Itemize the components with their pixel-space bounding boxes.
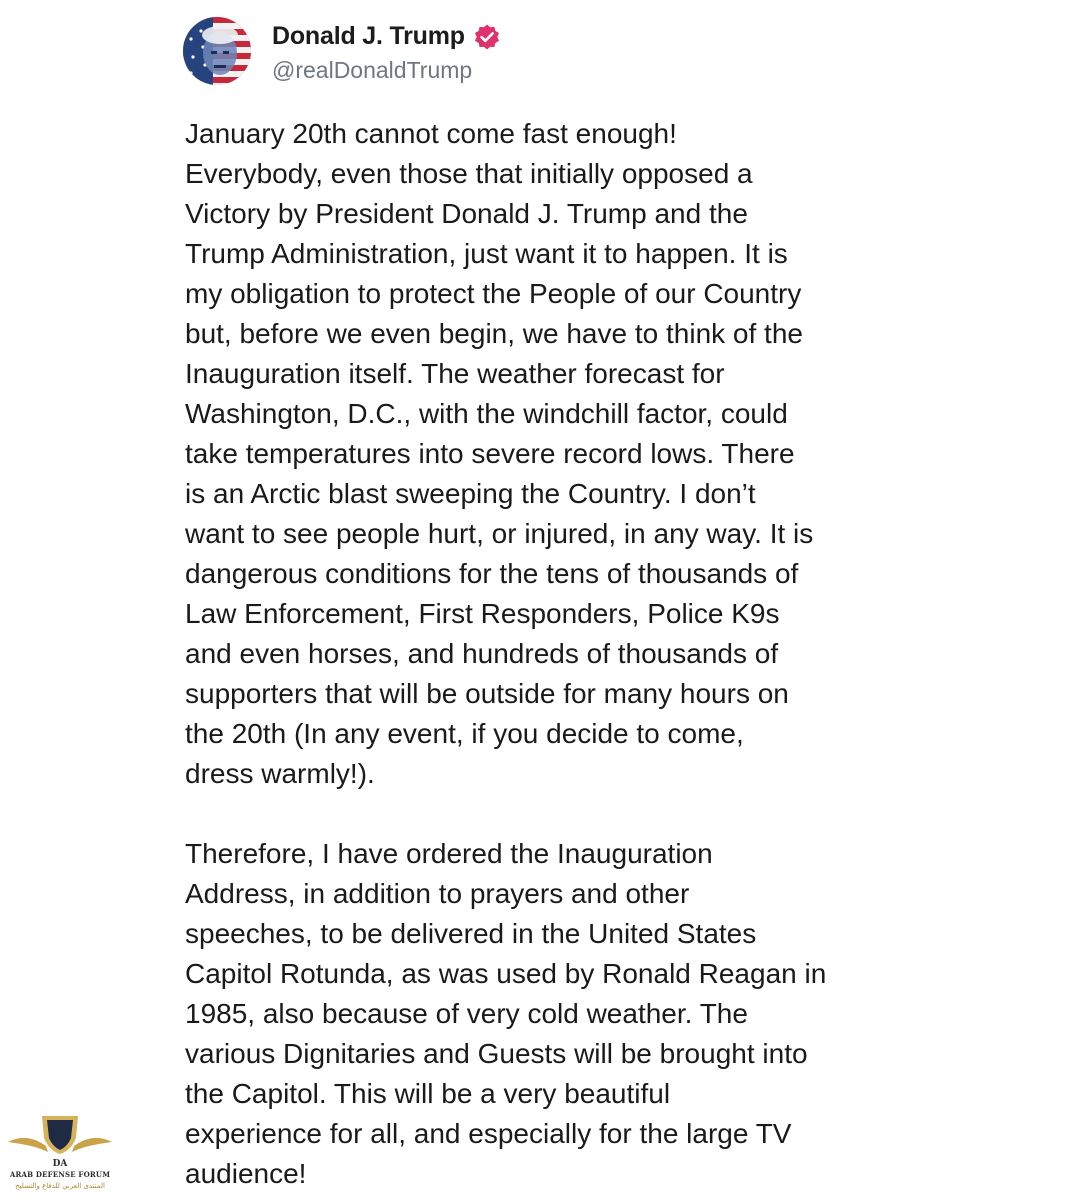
post-paragraph-2: Therefore, I have ordered the Inauguration Address, in addition to prayers and other speeches, to be delivered in the United States Capitol Rotunda, as was used by Ronald Reagan in 1985, also because of very cold weather. The various Dignitaries and Guests will be brought into the Capitol. This will be a very beautiful experience for all, and especially for the large TV audience! [185, 838, 827, 1189]
avatar-image [183, 17, 251, 85]
watermark-name-en: ARAB DEFENSE FORUM [9, 1170, 111, 1179]
author-names [272, 19, 501, 84]
watermark-name-ar: المنتدى العربي للدفاع والتسليح [15, 1182, 105, 1190]
watermark-logo [6, 1112, 114, 1198]
post-body [185, 114, 905, 1194]
author-handle[interactable]: @realDonaldTrump [272, 56, 473, 83]
verified-badge-icon [473, 23, 501, 51]
watermark-monogram: DA [52, 1159, 68, 1169]
display-name-row [272, 19, 501, 55]
post-paragraph-1: January 20th cannot come fast enough! Everybody, even those that initially opposed a Victory by President Donald J. Trump and the Trump Administration, just want it to happen. It is my obligation to protect the People of our Country but, before we even begin, we have to think of the Inauguration itself. The weather forecast for Washington, D.C., with the windchill factor, could take temperatures into severe record lows. There is an Arctic blast sweeping the Country. I don’t want to see people hurt, or injured, in any way. It is dangerous conditions for the tens of thousands of Law Enforcement, First Responders, Police K9s and even horses, and hundreds of thousands of supporters that will be outside for many hours on the 20th (In any event, if you decide to come, dress warmly!). [185, 118, 814, 789]
author-display-name[interactable]: Donald J. Trump [272, 22, 465, 50]
post-header [183, 16, 501, 86]
avatar[interactable] [183, 17, 251, 85]
eagle-shield-logo-icon [6, 1112, 114, 1170]
